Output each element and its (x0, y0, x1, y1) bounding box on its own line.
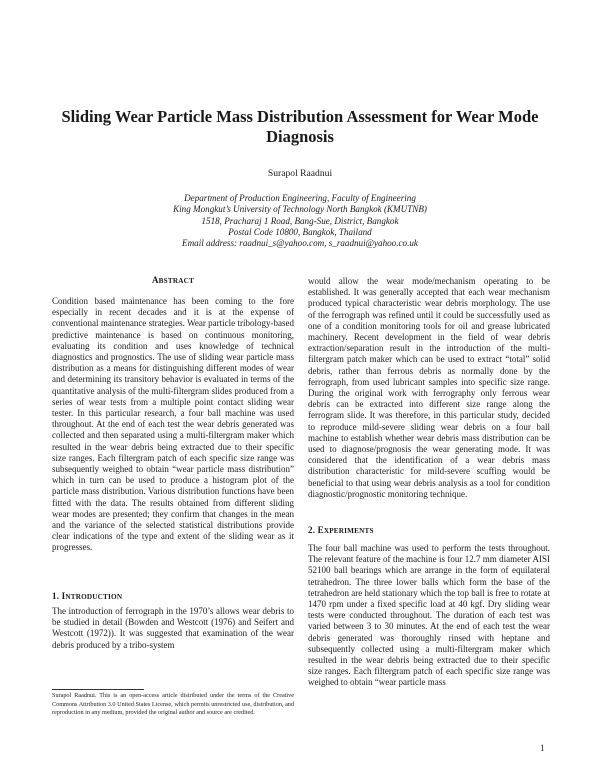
abstract-heading-initial: A (151, 275, 159, 285)
experiments-heading-rest: XPERIMENTS (323, 527, 374, 535)
abstract-text: Condition based maintenance has been coming to the fore especially in recent decades and it is at the expense of conventional maintenance strategies. Wear particle tribology-based predictive maintenance is based on continuous monitoring, evaluating its condition and uses knowledge of technical diagnostics and prognostics. The use of sliding wear particle mass distribution as a means for distinguishing different modes of wear and determining its transitory behavior is evaluated in terms of the quantitative analysis of the multi-filtergram slides produced from a series of wear tests from a multiple point contact sliding wear tester. In this particular research, a four ball machine was used throughout. At the end of each test the wear debris generated was collected and then separated using a multi-filtergram maker which resulted in the wear debris being extracted due to their specific size ranges. Each filtergram patch of each specific size range was subsequently weighed to obtain “wear particle mass distribution” which in turn can be used to produce a histogram plot of the particle mass distribution. Various distribution functions have been fitted with the data. The results obtained from different sliding wear modes are presented; they confirm that changes in the mean and the variance of the selected statistical distributions provide clear indications of the type and extent of the sliding wear as it progresses. (52, 296, 294, 553)
right-column-continuation (308, 276, 550, 500)
continuation-text: would allow the wear mode/mechanism operating to be established. It was generally accepted that each wear mechanism produced typical characteristic wear debris morphology. The use of the ferrograph was refined until it could be successfully used as one of a condition monitoring tools for oil and grease lubricated machinery. Recent development in the field of wear debris extraction/separation result in the introduction of the multi-filtergram patch maker which can be used to extract “total” solid debris, rather than ferrous debris as normally done by the ferrograph, from used lubricant samples into specific size range. During the original work with ferrography only ferrous wear debris can be extracted into different size range along the ferrogram slide. It was therefore, in this particular study, decided to reproduce mild-severe sliding wear debris on a four ball machine to establish whether wear debris mass distribution can be used to diagnose/prognosis the wear generating mode. It was considered that the identification of a wear debris mass distribution characteristic for mild-severe scuffing would be beneficial to that using wear debris analysis as a tool for condition diagnostic/prognostic monitoring technique. (308, 276, 550, 499)
page-number: 1 (540, 743, 545, 753)
footnote: Surapol Raadnui. This is an open-access article distributed under the terms of the Creative Commons Attribution 3.0 United States License, which permits unrestricted use, distribution, and reproduction in any medium, provided the original author and source are credited. (52, 692, 294, 717)
introduction-text: The introduction of ferrograph in the 1970’s allows wear debris to be studied in detail (Bowden and Westcott (1976) and Seifert and Westcott (1972)). It was suggested that examination of the wear debris produced by a tribo-system (52, 606, 294, 650)
affiliation-street: 1518, Pracharaj 1 Road, Bang-Sue, District, Bangkok (201, 215, 399, 226)
affiliation-postal: Postal Code 10800, Bangkok, Thailand (228, 226, 372, 237)
abstract-heading (52, 275, 294, 285)
affiliation-department: Department of Production Engineering, Faculty of Engineering (184, 193, 416, 203)
affiliation-block (100, 193, 500, 249)
author-name: Surapol Raadnui (267, 168, 333, 179)
affiliation-email: Email address: raadnui_s@yahoo.com, s_raadnui@yahoo.co.uk (182, 238, 418, 249)
affiliation-university: King Mongkut’s University of Technology North Bangkok (KMUTNB) (173, 204, 427, 215)
introduction-body (52, 606, 294, 678)
abstract-body (52, 296, 294, 554)
abstract-heading-rest: BSTRACT (158, 277, 195, 285)
experiments-text: The four ball machine was used to perform the tests throughout. The relevant feature of the machine is four 12.7 mm diameter AISI 52100 ball bearings which are arrange in the form of equilateral tetrahedron. The three lower balls which form the base of the tetrahedron are held stationary which the top ball is free to rotate at 1470 rpm under a fixed specific load at 40 kgf. Dry sliding wear tests were conducted throughout. The duration of each test was varied between 3 to 30 minutes. At the end of each test the wear debris generated was thoroughly rinsed with heptane and subsequently collected using a multi-filtergram maker which resulted in the wear debris being extracted due to their specific size ranges. Each filtergram patch of each specific size range was weighed to obtain “wear particle mass (308, 543, 550, 688)
experiments-body (308, 543, 550, 689)
introduction-heading-rest: NTRODUCTION (65, 593, 123, 601)
introduction-heading (52, 591, 122, 601)
experiments-heading (308, 525, 374, 535)
footnote-divider (52, 689, 144, 690)
introduction-heading-number: 1. I (52, 591, 66, 601)
experiments-heading-number: 2. E (308, 525, 324, 535)
paper-title: Sliding Wear Particle Mass Distribution Assessment for Wear Mode Diagnosis (61, 107, 539, 146)
